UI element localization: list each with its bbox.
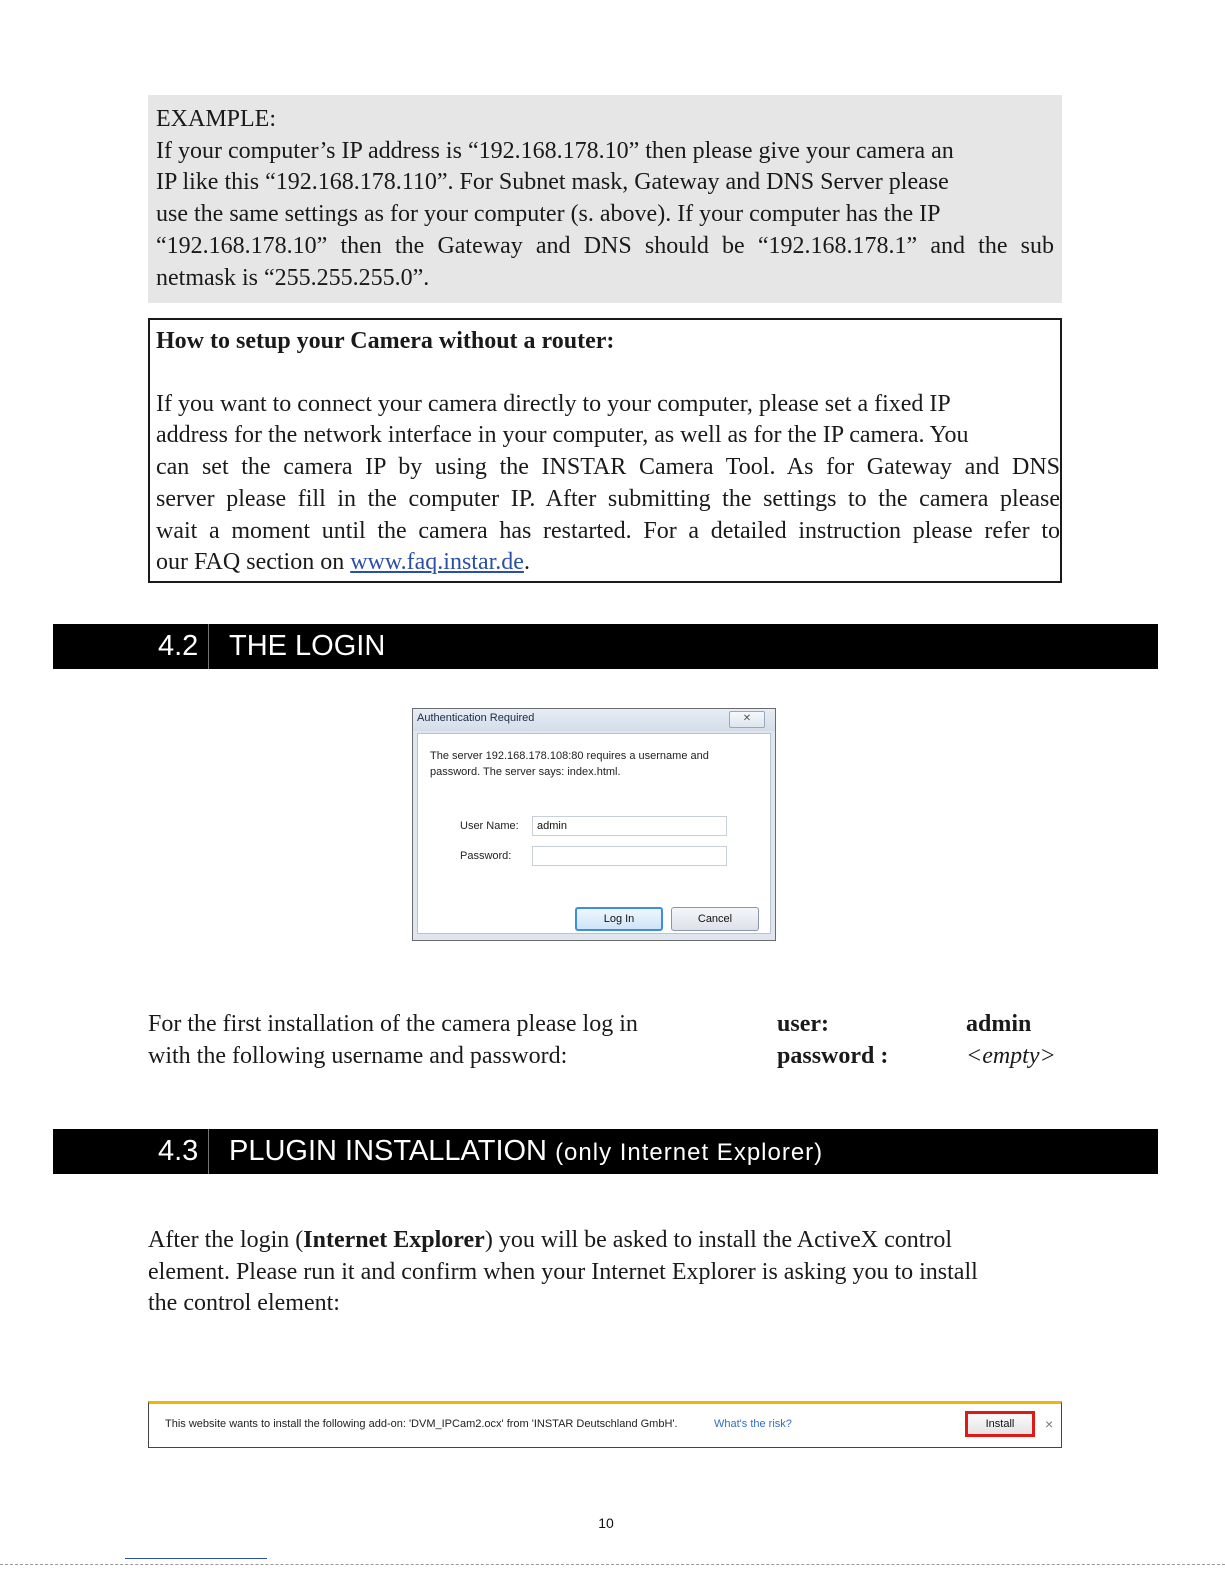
page-number: 10 (598, 1515, 614, 1531)
cancel-button[interactable]: Cancel (671, 907, 759, 931)
login-button[interactable]: Log In (575, 907, 663, 931)
password-label: Password: (460, 850, 512, 862)
login-instructions (148, 1009, 748, 1072)
username-input[interactable]: admin (532, 816, 727, 836)
bottom-link-underline (125, 1558, 267, 1559)
section-title (229, 1129, 823, 1174)
user-label: user: (777, 1011, 829, 1037)
no-router-line: address for the network interface in your computer, as well as for the IP camera. You (156, 422, 969, 449)
faq-link[interactable]: www.faq.instar.de (350, 549, 524, 576)
faq-prefix: our FAQ section on (156, 549, 351, 576)
section-header-plugin (53, 1129, 1158, 1174)
section-title-main: PLUGIN INSTALLATION (229, 1135, 547, 1167)
example-line: If your computer’s IP address is “192.168.178.10” then please give your camera an (156, 137, 954, 164)
ie-install-bar (148, 1401, 1062, 1448)
no-router-box (148, 318, 1062, 583)
example-box (148, 95, 1062, 303)
install-message: This website wants to install the following add-on: 'DVM_IPCam2.ocx' from 'INSTAR Deutschland GmbH'. (165, 1418, 678, 1430)
plugin-line: the control element: (148, 1290, 340, 1317)
section-title: THE LOGIN (229, 630, 386, 662)
password-label-text: password : (777, 1043, 889, 1069)
login-line: For the first installation of the camera please log in (148, 1011, 638, 1037)
example-line: netmask is “255.255.255.0”. (156, 264, 430, 291)
plugin-prefix: After the login ( (148, 1227, 304, 1253)
user-value: admin (966, 1011, 1032, 1037)
plugin-suffix: ) you will be asked to install the ActiveX control (484, 1227, 953, 1253)
section-subtitle: (only Internet Explorer) (555, 1139, 824, 1166)
login-line: with the following username and password: (148, 1042, 568, 1069)
dialog-title: Authentication Required (417, 712, 535, 724)
no-router-line: If you want to connect your camera directly to your computer, please set a fixed IP (156, 390, 951, 417)
section-number: 4.2 (158, 624, 209, 669)
example-line: use the same settings as for your computer (s. above). If your computer has the IP (156, 201, 941, 228)
example-line: IP like this “192.168.178.110”. For Subnet mask, Gateway and DNS Server please (156, 169, 949, 196)
auth-dialog (412, 708, 776, 941)
no-router-line: wait a moment until the camera has restarted. For a detailed instruction please refer to (156, 517, 1060, 544)
example-line: “192.168.178.10” then the Gateway and DNS should be “192.168.178.1” and the sub (156, 232, 1054, 259)
password-input[interactable] (532, 846, 727, 866)
no-router-line (156, 547, 1060, 579)
install-button[interactable]: Install (965, 1411, 1035, 1437)
no-router-line: can set the camera IP by using the INSTAR Camera Tool. As for Gateway and DNS (156, 454, 1060, 481)
username-label: User Name: (460, 820, 519, 832)
close-icon[interactable]: ✕ (729, 711, 765, 728)
section-number: 4.3 (158, 1129, 209, 1174)
dialog-titlebar (413, 709, 775, 731)
password-value: <empty> (966, 1043, 1056, 1069)
plugin-line: element. Please run it and confirm when your Internet Explorer is asking you to install (148, 1258, 978, 1285)
plugin-instructions (148, 1225, 1062, 1320)
risk-link[interactable]: What's the risk? (714, 1418, 792, 1430)
dialog-body (417, 733, 771, 934)
plugin-bold: Internet Explorer (303, 1227, 485, 1253)
example-label: EXAMPLE: (156, 106, 276, 132)
faq-suffix: . (523, 549, 530, 576)
close-icon[interactable]: × (1045, 1416, 1054, 1432)
no-router-line: server please fill in the computer IP. After submitting the settings to the camera please (156, 485, 1060, 512)
plugin-line (148, 1225, 1062, 1257)
bottom-divider (0, 1564, 1225, 1565)
section-header-login (53, 624, 1158, 669)
dialog-message: The server 192.168.178.108:80 requires a username and password. The server says: index.html. (430, 750, 709, 778)
no-router-heading: How to setup your Camera without a router: (156, 328, 615, 354)
